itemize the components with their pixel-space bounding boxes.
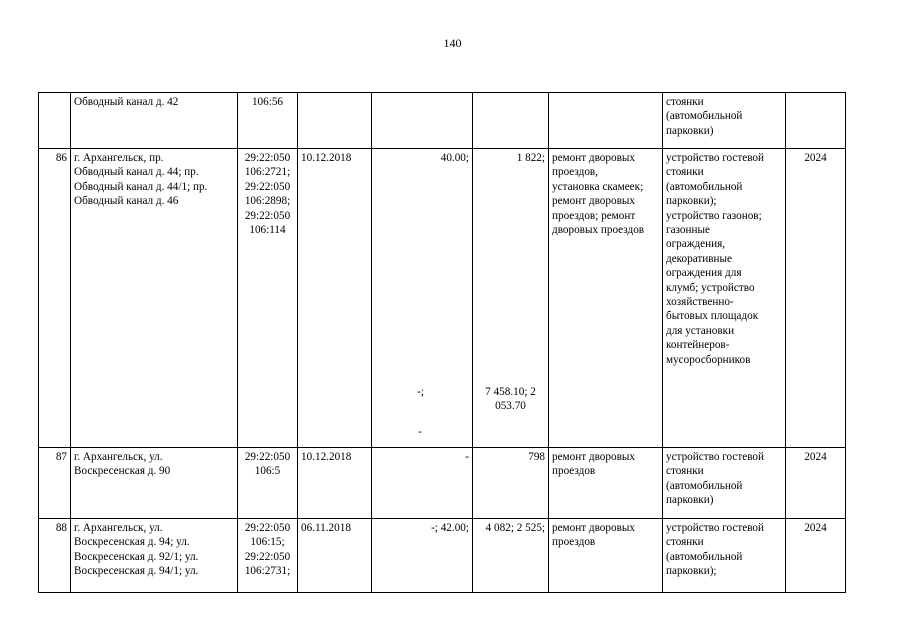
year-value: 2024 (804, 152, 827, 164)
row-number: 86 (55, 152, 67, 164)
address-line: Воскресенская д. 92/1; ул. (74, 550, 199, 563)
year-cell (786, 519, 846, 593)
table-row (39, 448, 846, 519)
address-cell (71, 519, 238, 593)
works-line: проездов; ремонт (552, 209, 636, 222)
area-bottom: - (418, 426, 422, 438)
date-cell (298, 519, 372, 593)
table-row (39, 519, 846, 593)
works-cell (549, 448, 663, 519)
cadastral-line: 29:22:050 (244, 451, 291, 463)
address-line: г. Архангельск, ул. (74, 522, 163, 534)
improvements-line: мусоросборников (666, 353, 751, 366)
cadastral-cell (238, 519, 298, 593)
improvement-table (38, 92, 846, 593)
cost-cell (473, 448, 549, 519)
improvements-line: ограждения, (666, 238, 726, 251)
address-cell (71, 93, 238, 149)
cadastral-line: 106:2721; (244, 166, 291, 179)
improvements-line: газонные (666, 224, 710, 237)
cost-cell (473, 149, 549, 448)
improvements-line: клумб; устройство (666, 281, 755, 294)
improvements-line: стоянки (666, 536, 704, 549)
cadastral-line: 29:22:050 (244, 550, 291, 563)
page-number: 140 (443, 36, 462, 50)
address-line: Воскресенская д. 90 (74, 465, 171, 478)
address-cell (71, 149, 238, 448)
cadastral-cell (238, 448, 298, 519)
works-line: ремонт дворовых (552, 522, 635, 534)
improvements-line: парковки) (666, 494, 714, 507)
row-number-cell (39, 93, 71, 149)
cadastral-line: 106:2731; (244, 565, 291, 578)
improvements-line: для установки (666, 324, 735, 337)
date-cell (298, 448, 372, 519)
date-value: 06.11.2018 (301, 522, 351, 534)
improvements-cell (663, 519, 786, 593)
year-cell (786, 448, 846, 519)
year-cell (786, 149, 846, 448)
cost-cell (473, 93, 549, 149)
cadastral-line: 29:22:050 (244, 209, 291, 222)
works-cell (549, 149, 663, 448)
improvements-line: ограждения для (666, 267, 742, 280)
address-cell (71, 448, 238, 519)
improvements-line: парковки); (666, 195, 717, 208)
address-line: Воскресенская д. 94; ул. (74, 536, 190, 549)
works-line: проездов (552, 465, 596, 478)
works-line: проездов (552, 536, 596, 549)
cadastral-line: 29:22:050 (244, 152, 291, 164)
area-mid: -; (417, 386, 424, 398)
improvements-line: парковки) (666, 124, 714, 137)
row-number-cell (39, 448, 71, 519)
works-cell (549, 519, 663, 593)
area-cell (372, 519, 473, 593)
works-line: ремонт дворовых (552, 451, 635, 463)
row-number-cell (39, 519, 71, 593)
area-cell (372, 93, 473, 149)
row-number: 88 (55, 522, 67, 534)
year-cell (786, 93, 846, 149)
year-value: 2024 (804, 522, 827, 534)
improvements-line: стоянки (666, 465, 704, 478)
area-value: - (465, 451, 469, 463)
address-line: г. Архангельск, ул. (74, 451, 163, 463)
table-row (39, 93, 846, 149)
improvements-line: устройство гостевой (666, 152, 764, 164)
cadastral-cell (238, 93, 298, 149)
works-line: дворовых проездов (552, 224, 645, 237)
cost-cell (473, 519, 549, 593)
improvements-cell (663, 448, 786, 519)
improvements-line: контейнеров- (666, 339, 730, 352)
improvements-line: (автомобильной (666, 550, 743, 563)
date-value: 10.12.2018 (301, 451, 352, 463)
works-line: ремонт дворовых (552, 195, 635, 208)
improvements-cell (663, 93, 786, 149)
cadastral-line: 106:15; (250, 536, 285, 549)
improvements-line: (автомобильной (666, 479, 743, 492)
improvements-line: парковки); (666, 565, 717, 578)
area-cell (372, 448, 473, 519)
area-value: -; 42.00; (431, 522, 469, 534)
improvements-line: устройство гостевой (666, 451, 764, 463)
table-body (39, 93, 846, 593)
address-line: Обводный канал д. 46 (74, 195, 179, 208)
cadastral-line: 29:22:050 (244, 180, 291, 193)
improvements-cell (663, 149, 786, 448)
works-cell (549, 93, 663, 149)
improvements-line: стоянки (666, 96, 704, 108)
cost-bottom-line: 053.70 (495, 400, 526, 413)
address-line: Обводный канал д. 42 (74, 96, 179, 108)
improvements-line: хозяйственно- (666, 296, 734, 309)
cadastral-line: 106:5 (254, 465, 281, 478)
table-row (39, 149, 846, 448)
improvements-line: (автомобильной (666, 110, 743, 123)
row-number-cell (39, 149, 71, 448)
address-line: Воскресенская д. 94/1; ул. (74, 565, 199, 578)
works-line: проездов, (552, 166, 598, 179)
works-line: ремонт дворовых (552, 152, 635, 164)
area-cell (372, 149, 473, 448)
improvements-line: устройство газонов; (666, 209, 762, 222)
row-number: 87 (55, 451, 67, 463)
address-line: Обводный канал д. 44/1; пр. (74, 180, 208, 193)
cost-top: 1 822; (516, 152, 545, 164)
improvements-line: устройство гостевой (666, 522, 764, 534)
cadastral-line: 106:56 (251, 96, 284, 108)
address-line: Обводный канал д. 44; пр. (74, 166, 199, 179)
improvements-line: стоянки (666, 166, 704, 179)
improvements-line: (автомобильной (666, 180, 743, 193)
improvements-line: бытовых площадок (666, 310, 759, 323)
cadastral-cell (238, 149, 298, 448)
date-cell (298, 93, 372, 149)
cadastral-line: 29:22:050 (244, 522, 291, 534)
area-top: 40.00; (440, 152, 469, 164)
cost-value: 4 082; 2 525; (485, 522, 545, 534)
date-value: 10.12.2018 (301, 152, 352, 164)
cost-bottom-line: 7 458.10; 2 (485, 386, 536, 398)
cost-value: 798 (528, 451, 545, 463)
year-value: 2024 (804, 451, 827, 463)
cadastral-line: 106:2898; (244, 195, 291, 208)
address-line: г. Архангельск, пр. (74, 152, 164, 164)
cadastral-line: 106:114 (249, 224, 286, 237)
date-cell (298, 149, 372, 448)
works-line: установка скамеек; (552, 180, 644, 193)
improvements-line: декоративные (666, 252, 733, 265)
